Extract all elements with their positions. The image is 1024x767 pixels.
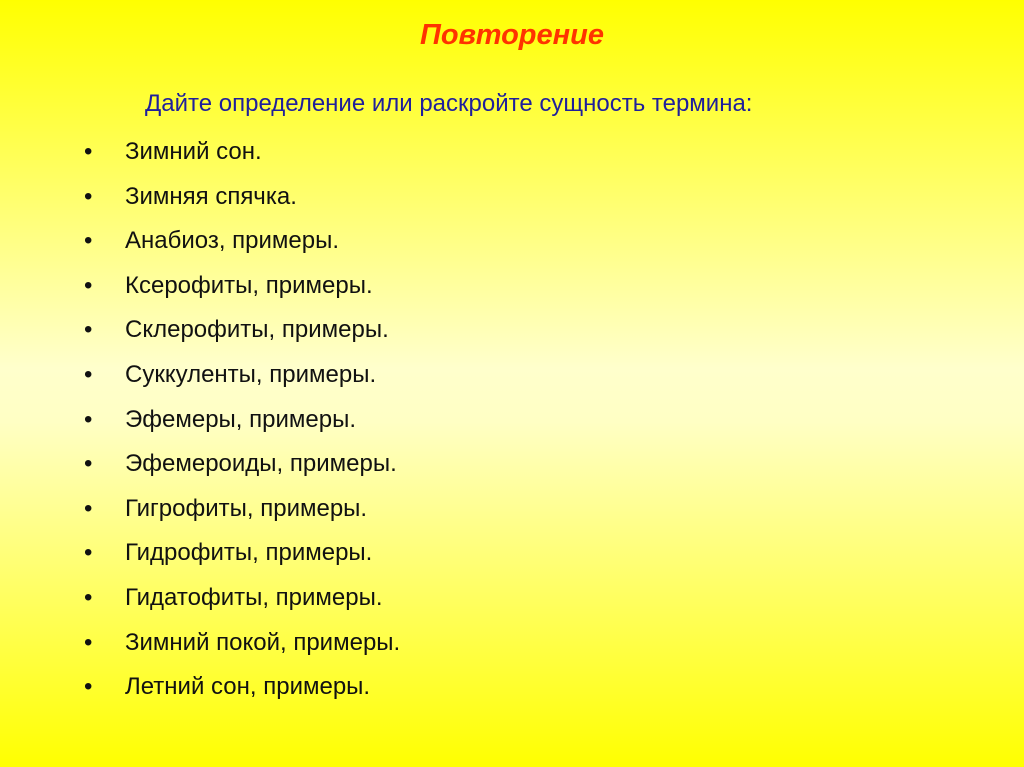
list-item xyxy=(84,442,400,487)
list-item xyxy=(84,531,400,576)
list-item xyxy=(84,398,400,443)
list-item xyxy=(84,264,400,309)
list-item-text: Зимний покой, примеры. xyxy=(125,628,401,656)
list-item-text: Летний сон, примеры. xyxy=(125,673,371,701)
bullet-icon: • xyxy=(84,360,93,388)
list-item-text: Гидатофиты, примеры. xyxy=(125,583,383,611)
terms-list xyxy=(84,130,400,710)
list-item-text: Ксерофиты, примеры. xyxy=(125,271,373,299)
list-item xyxy=(84,487,400,532)
bullet-icon: • xyxy=(84,673,93,701)
list-item xyxy=(84,308,400,353)
list-item-text: Эфемероиды, примеры. xyxy=(125,450,397,478)
list-item-text: Зимняя спячка. xyxy=(125,182,297,210)
list-item-text: Зимний сон. xyxy=(125,138,262,165)
list-item-text: Суккуленты, примеры. xyxy=(125,360,377,388)
list-item-text: Анабиоз, примеры. xyxy=(125,227,340,255)
bullet-icon: • xyxy=(84,227,93,255)
bullet-icon: • xyxy=(84,450,93,478)
slide-subtitle: Дайте определение или раскройте сущность термина: xyxy=(145,90,753,117)
list-item-text: Эфемеры, примеры. xyxy=(125,405,356,433)
list-item xyxy=(84,665,400,710)
bullet-icon: • xyxy=(84,628,93,656)
list-item xyxy=(84,576,400,621)
list-item-text: Гидрофиты, примеры. xyxy=(125,539,373,567)
bullet-icon: • xyxy=(84,583,93,611)
bullet-icon: • xyxy=(84,405,93,433)
bullet-icon: • xyxy=(84,316,93,344)
slide-title: Повторение xyxy=(419,19,605,51)
list-item xyxy=(84,130,400,175)
list-item-text: Гигрофиты, примеры. xyxy=(125,494,368,522)
bullet-icon: • xyxy=(84,271,93,299)
bullet-icon: • xyxy=(84,138,93,165)
list-item xyxy=(84,353,400,398)
bullet-icon: • xyxy=(84,539,93,567)
list-item xyxy=(84,219,400,264)
list-item-text: Склерофиты, примеры. xyxy=(125,316,389,344)
list-item xyxy=(84,175,400,220)
bullet-icon: • xyxy=(84,182,93,210)
list-item xyxy=(84,621,400,666)
bullet-icon: • xyxy=(84,494,93,522)
